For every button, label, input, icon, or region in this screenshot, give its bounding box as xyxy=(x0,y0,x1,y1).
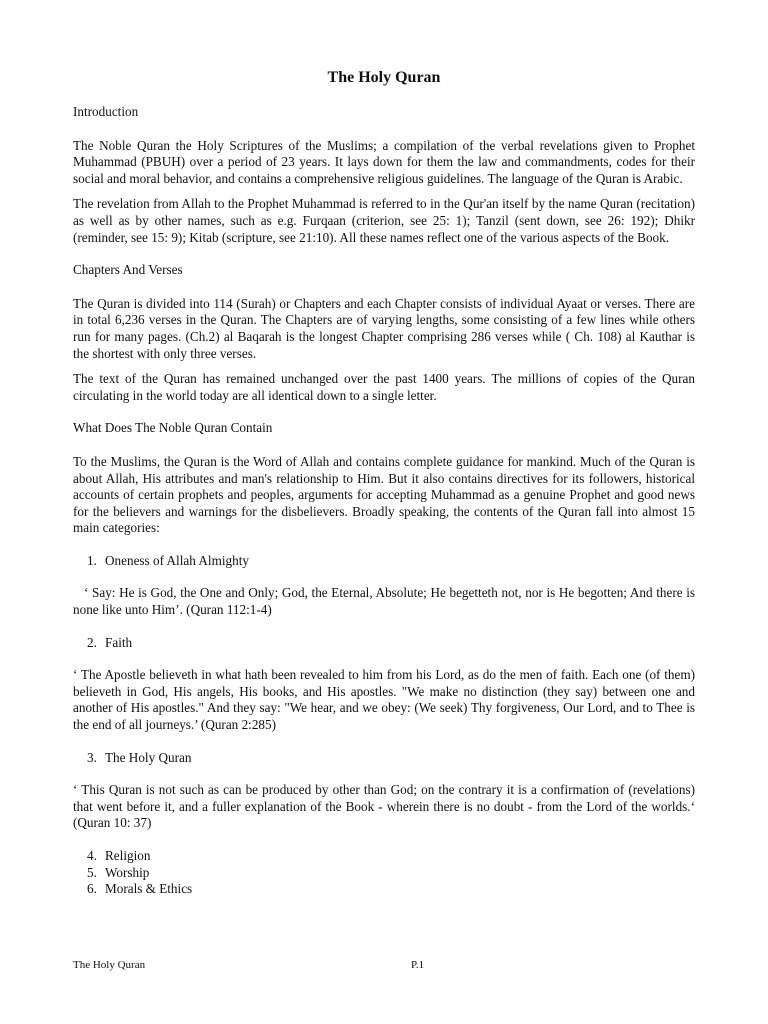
list-label: The Holy Quran xyxy=(105,749,192,765)
quote-paragraph: ‘ This Quran is not such as can be produced by other than God; on the contrary it is a confirmation of (revelations) that went before it, and a fuller explanation of the Book - wherein there is no doubt - from the Lord of the worlds.‘ (Quran 10: 37) xyxy=(73,782,695,831)
section-heading-chapters: Chapters And Verses xyxy=(73,262,183,278)
category-list xyxy=(73,848,695,898)
section-heading-introduction: Introduction xyxy=(73,104,139,119)
list-item-category xyxy=(73,750,695,767)
list-item-category xyxy=(87,881,695,898)
list-label: Oneness of Allah Almighty xyxy=(105,552,249,568)
paragraph-chapters-2: The text of the Quran has remained unchanged over the past 1400 years. The millions of copies of the Quran circulating in the world today are all identical down to a single letter. xyxy=(73,371,695,403)
document-page xyxy=(73,68,695,898)
list-label: Worship xyxy=(105,864,150,880)
list-number: 4. xyxy=(87,848,97,863)
page-number: P.1 xyxy=(411,959,425,971)
list-item-category xyxy=(73,635,695,652)
quote-paragraph: ‘ Say: He is God, the One and Only; God, the Eternal, Absolute; He begetteth not, nor is He begotten; And there is none like unto Him’. (Quran 112:1-4) xyxy=(73,585,695,618)
list-item-category xyxy=(87,865,695,882)
list-label: Morals & Ethics xyxy=(105,881,193,897)
list-label: Religion xyxy=(105,848,151,863)
paragraph-chapters-1: The Quran is divided into 114 (Surah) or Chapters and each Chapter consists of individual Ayaat or verses. There are in total 6,236 verses in the Quran. The Chapters are of varying lengths, some consisting of a few lines while others run for many pages. (Ch.2) al Baqarah is the longest Chapter comprising 286 verses while ( Ch. 108) al Kauthar is the shortest with only three verses. xyxy=(73,295,695,361)
list-item-category xyxy=(87,848,695,865)
document-title: The Holy Quran xyxy=(327,69,441,86)
paragraph-intro-1: The Noble Quran the Holy Scriptures of the Muslims; a compilation of the verbal revelations given to Prophet Muhammad (PBUH) over a period of 23 years. It lays down for them the law and commandments, codes for their social and moral behavior, and contains a comprehensive religious guidelines. The language of the Quran is Arabic. xyxy=(73,137,695,186)
quote-paragraph: ‘ The Apostle believeth in what hath been revealed to him from his Lord, as do the men of faith. Each one (of them) believeth in God, His angels, His books, and His apostles. "We make no distinction (they say) between one and another of His apostles." And they say: "We hear, and we obey: (We seek) Thy forgiveness, Our Lord, and to Thee is the end of all journeys.’ (Quran 2:285) xyxy=(73,667,695,733)
list-label: Faith xyxy=(105,634,133,650)
list-number: 1. xyxy=(87,552,97,568)
list-item-category xyxy=(73,553,695,570)
section-heading-contain: What Does The Noble Quran Contain xyxy=(73,420,273,436)
list-number: 2. xyxy=(87,634,97,650)
paragraph-contain-1: To the Muslims, the Quran is the Word of Allah and contains complete guidance for mankind. Much of the Quran is about Allah, His attributes and man's relationship to Him. But it also contains directives for its followers, historical accounts of certain prophets and peoples, arguments for accepting Muhammad as a genuine Prophet and good news for the believers and warnings for the disbelievers. Broadly speaking, the contents of the Quran fall into almost 15 main categories: xyxy=(73,453,695,536)
list-number: 3. xyxy=(87,749,97,765)
footer-title: The Holy Quran xyxy=(73,959,146,971)
list-number: 5. xyxy=(87,864,97,880)
list-number: 6. xyxy=(87,881,97,897)
paragraph-intro-2: The revelation from Allah to the Prophet Muhammad is referred to in the Qur'an itself by the name Quran (recitation) as well as by other names, such as e.g. Furqaan (criterion, see 25: 1); Tanzil (sent down, see 26: 192); Dhikr (reminder, see 15: 9); Kitab (scripture, see 21:10). All these names reflect one of the various aspects of the Book. xyxy=(73,196,695,245)
